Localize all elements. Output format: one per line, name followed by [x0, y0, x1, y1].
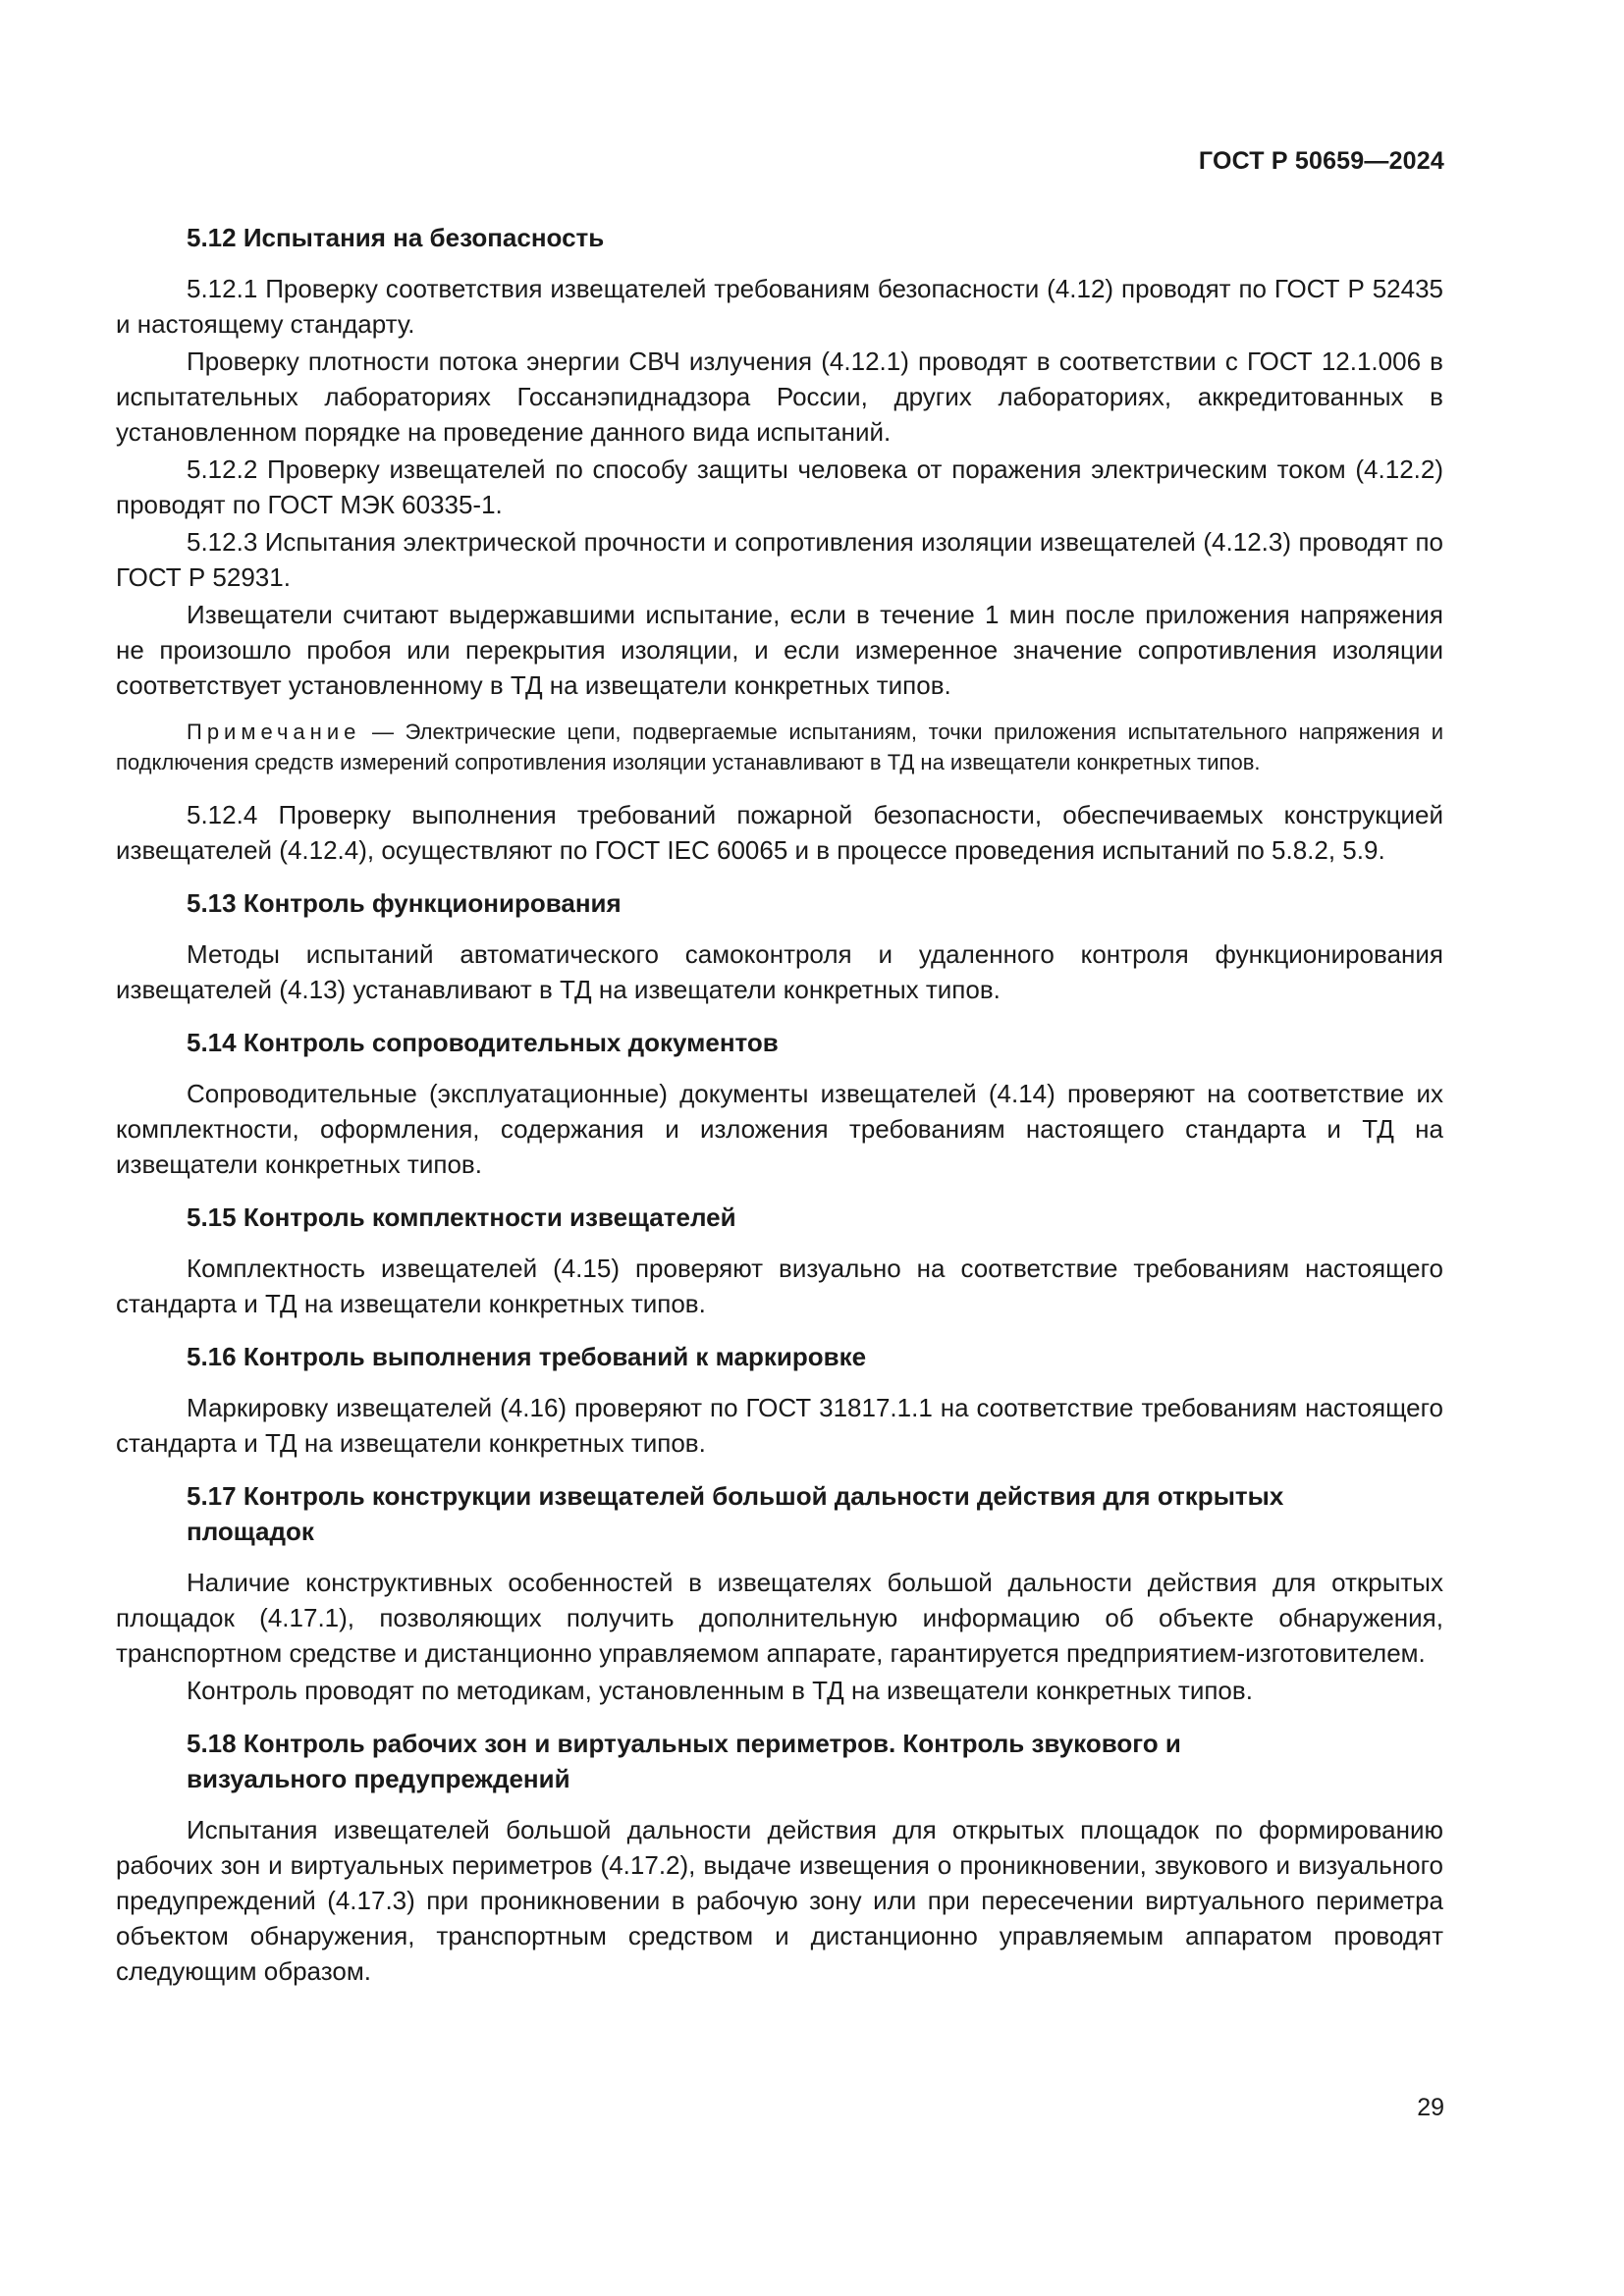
paragraph: 5.12.3 Испытания электрической прочности и сопротивления изоляции извещателей (4.12.3) проводят по ГОСТ Р 52931.	[116, 527, 1443, 592]
paragraph: Наличие конструктивных особенностей в извещателях большой дальности действия для открытых площадок (4.17.1), позволяющих получить дополнительную информацию об объекте обнаружения, транспортном средстве и дистанционно управляемом аппарате, гарантируется предприятием-изготовителем.	[116, 1568, 1443, 1668]
paragraph: 5.12.2 Проверку извещателей по способу защиты человека от поражения электрическим током (4.12.2) проводят по ГОСТ МЭК 60335-1.	[116, 454, 1443, 519]
section-heading-5-15: 5.15 Контроль комплектности извещателей	[187, 1202, 736, 1232]
note	[116, 717, 1443, 777]
paragraph: Извещатели считают выдержавшими испытание, если в течение 1 мин после приложения напряжения не произошло пробоя или перекрытия изоляции, и если измеренное значение сопротивления изоляции соответствует установленному в ТД на извещатели конкретных типов.	[116, 600, 1443, 700]
paragraph: 5.12.1 Проверку соответствия извещателей требованиям безопасности (4.12) проводят по ГОСТ Р 52435 и настоящему стандарту.	[116, 274, 1443, 339]
paragraph: 5.12.4 Проверку выполнения требований пожарной безопасности, обеспечиваемых конструкцией извещателей (4.12.4), осуществляют по ГОСТ IEC 60065 и в процессе проведения испытаний по 5.8.2, 5.9.	[116, 800, 1443, 865]
paragraph: Маркировку извещателей (4.16) проверяют по ГОСТ 31817.1.1 на соответствие требованиям настоящего стандарта и ТД на извещатели конкретных типов.	[116, 1393, 1443, 1458]
note-text: — Электрические цепи, подвергаемые испытаниям, точки приложения испытательного напряжения и подключения средств измерений сопротивления изоляции устанавливают в ТД на извещатели конкретных типов.	[116, 720, 1443, 774]
section-heading-5-14: 5.14 Контроль сопроводительных документов	[187, 1028, 779, 1057]
paragraph: Испытания извещателей большой дальности действия для открытых площадок по формированию рабочих зон и виртуальных периметров (4.17.2), выдаче извещения о проникновении, звукового и визуального предупреждений (4.17.3) при проникновении в рабочую зону или при пересечении виртуального периметра объектом обнаружения, транспортным средством и дистанционно управляемым аппаратом проводят следующим образом.	[116, 1815, 1443, 1986]
section-heading-5-13: 5.13 Контроль функционирования	[187, 888, 622, 918]
document-id-header: ГОСТ Р 50659—2024	[1198, 147, 1444, 175]
paragraph: Контроль проводят по методикам, установленным в ТД на извещатели конкретных типов.	[187, 1676, 1253, 1705]
document-body	[116, 220, 1443, 1991]
section-heading-5-18: 5.18 Контроль рабочих зон и виртуальных периметров. Контроль звукового и визуального предупреждений	[187, 1729, 1181, 1793]
section-heading-5-12: 5.12 Испытания на безопасность	[187, 223, 605, 252]
paragraph: Сопроводительные (эксплуатационные) документы извещателей (4.14) проверяют на соответствие их комплектности, оформления, содержания и изложения требованиям настоящего стандарта и ТД на извещатели конкретных типов.	[116, 1079, 1443, 1179]
page-number: 29	[1417, 2094, 1444, 2121]
paragraph: Проверку плотности потока энергии СВЧ излучения (4.12.1) проводят в соответствии с ГОСТ 12.1.006 в испытательных лабораториях Госсанэпиднадзора России, других лабораториях, аккредитованных в установленном порядке на проведение данного вида испытаний.	[116, 347, 1443, 447]
section-heading-5-17: 5.17 Контроль конструкции извещателей большой дальности действия для открытых площадок	[187, 1481, 1284, 1546]
note-label: Примечание	[187, 720, 361, 744]
paragraph: Методы испытаний автоматического самоконтроля и удаленного контроля функционирования извещателей (4.13) устанавливают в ТД на извещатели конкретных типов.	[116, 939, 1443, 1004]
section-heading-5-16: 5.16 Контроль выполнения требований к маркировке	[187, 1342, 867, 1371]
paragraph: Комплектность извещателей (4.15) проверяют визуально на соответствие требованиям настоящего стандарта и ТД на извещатели конкретных типов.	[116, 1254, 1443, 1318]
